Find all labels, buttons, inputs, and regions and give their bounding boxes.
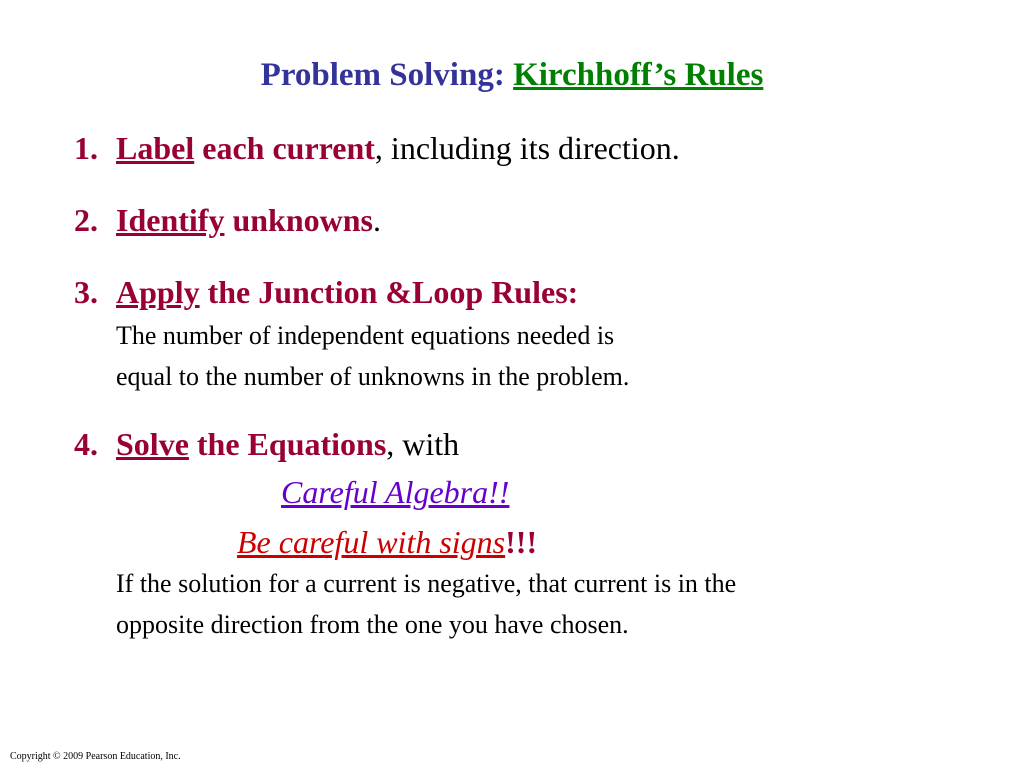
step-1 (74, 128, 680, 168)
step-4 (74, 424, 459, 464)
copyright-footer: Copyright © 2009 Pearson Education, Inc. (10, 751, 181, 762)
step-3-bold-text: the Junction &Loop Rules: (199, 274, 579, 310)
step-2-number: 2. (74, 202, 98, 238)
step-2-bold-text: unknowns (224, 202, 373, 238)
step-4-bold-text: the Equations (188, 426, 387, 462)
step-4-detail-line-1: If the solution for a current is negative, that current is in the (116, 569, 737, 598)
step-3-detail-line-2: equal to the number of unknowns in the problem. (116, 362, 630, 391)
step-1-bold-text: each current (194, 130, 375, 166)
step-2 (74, 200, 381, 240)
step-1-plain-text: , including its direction. (374, 130, 680, 166)
slide-title (0, 52, 1024, 98)
step-3-number: 3. (74, 274, 98, 310)
step-2-plain-text: . (373, 202, 381, 238)
careful-signs-line (237, 522, 537, 562)
step-4-verb: Solve (116, 426, 189, 462)
careful-signs-emphasis: Be careful with signs (237, 524, 506, 560)
careful-signs-exclamation: !!! (505, 524, 538, 560)
step-4-detail-line-2: opposite direction from the one you have chosen. (116, 610, 629, 639)
step-1-number: 1. (74, 130, 98, 166)
careful-algebra-emphasis: Careful Algebra!! (281, 474, 510, 510)
step-4-number: 4. (74, 426, 98, 462)
step-2-verb: Identify (116, 202, 225, 238)
step-3 (74, 272, 578, 312)
step-3-detail-line-1: The number of independent equations needed is (116, 321, 615, 350)
title-prefix: Problem Solving: (260, 57, 514, 93)
title-topic-link[interactable]: Kirchhoff’s Rules (513, 57, 764, 93)
step-1-verb: Label (116, 130, 195, 166)
step-4-plain-text: , with (386, 426, 460, 462)
step-3-verb: Apply (116, 274, 200, 310)
